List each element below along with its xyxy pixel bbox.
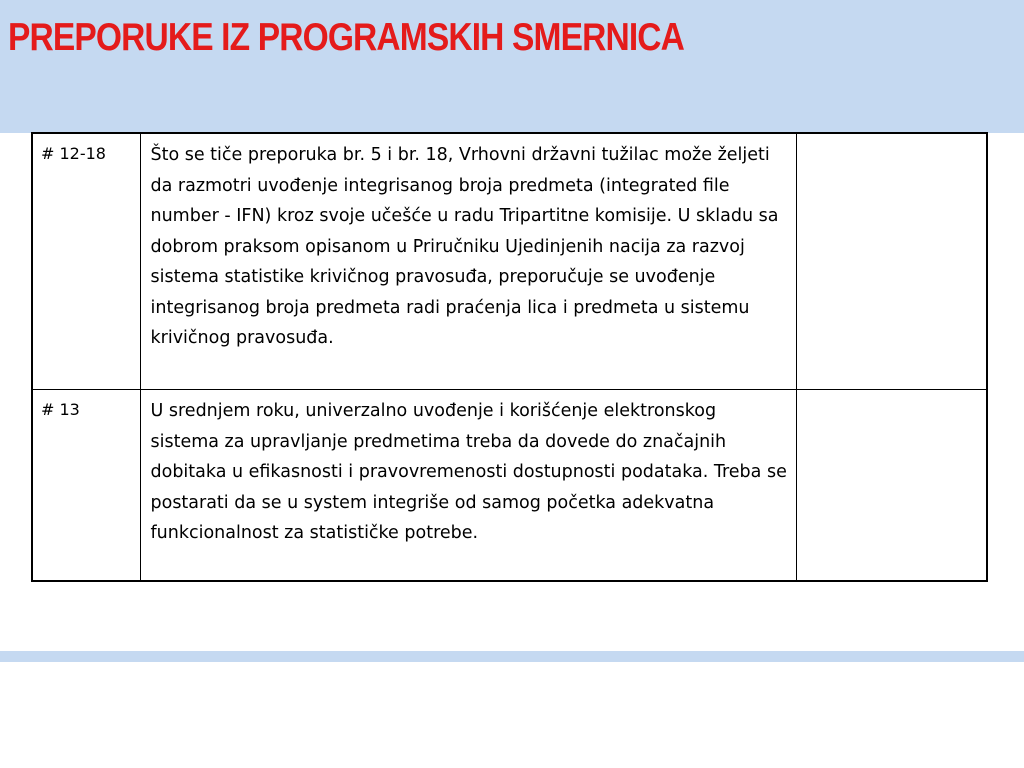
recommendation-note: [796, 133, 987, 390]
recommendations-table: [31, 132, 988, 582]
slide-title: PREPORUKE IZ PROGRAMSKIH SMERNICA: [8, 16, 685, 59]
footer-band: [0, 651, 1024, 662]
recommendation-text: U srednjem roku, univerzalno uvođenje i korišćenje elektronskog sistema za upravljanje predmetima treba da dovede do značajnih dobitaka u efikasnosti i pravovremenosti dostupnosti podataka. Treba se postarati da se u system integriše od samog početka adekvatna funkcionalnost za statističke potrebe.: [140, 390, 796, 582]
table-row: [32, 133, 987, 390]
recommendation-number: # 12-18: [32, 133, 140, 390]
recommendation-note: [796, 390, 987, 582]
table-row: [32, 390, 987, 582]
recommendation-text: Što se tiče preporuka br. 5 i br. 18, Vrhovni državni tužilac može željeti da razmotri uvođenje integrisanog broja predmeta (integrated file number - IFN) kroz svoje učešće u radu Tripartitne komisije. U skladu sa dobrom praksom opisanom u Priručniku Ujedinjenih nacija za razvoj sistema statistike krivičnog pravosuđa, preporučuje se uvođenje integrisanog broja predmeta radi praćenja lica i predmeta u sistemu krivičnog pravosuđa.: [140, 133, 796, 390]
recommendation-number: # 13: [32, 390, 140, 582]
